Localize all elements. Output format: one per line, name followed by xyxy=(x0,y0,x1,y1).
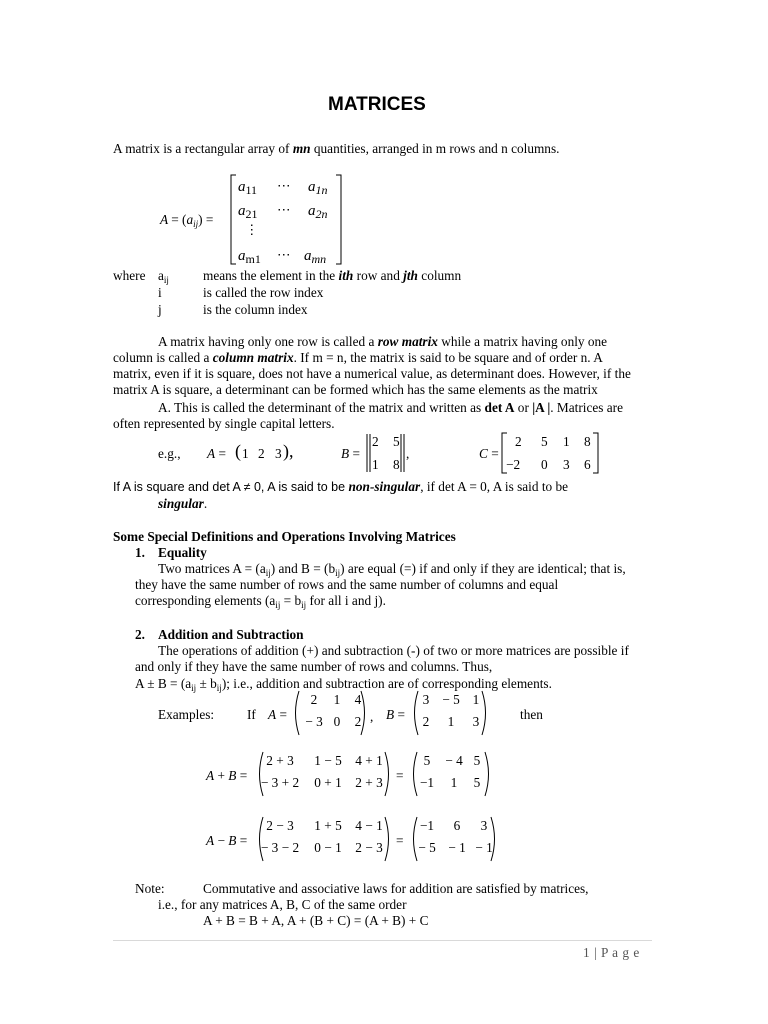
addition-title: Addition and Subtraction xyxy=(158,627,304,642)
eg-matrix-C-r1c3: 1 xyxy=(563,434,570,449)
general-matrix-vdots: ⋮ xyxy=(245,222,259,237)
page-title: MATRICES xyxy=(328,94,426,115)
para2-line4: matrix A is square, a determinant can be formed which has the same elements as the matrix xyxy=(113,382,598,397)
where-i-desc: is called the row index xyxy=(203,285,324,300)
diff-expr-matrix-r2c2: 0 − 1 xyxy=(314,840,342,855)
ex2-matrix-A-label: A = xyxy=(268,707,287,722)
eg-matrix-A-label: A = xyxy=(207,446,226,461)
diff-result-matrix-r1c1: −1 xyxy=(419,818,435,833)
eg-matrix-C-label: C = xyxy=(479,446,499,461)
diff-expr-matrix-r2c1: − 3 − 2 xyxy=(260,840,300,855)
note-line3: A + B = B + A, A + (B + C) = (A + B) + C xyxy=(203,913,429,928)
note-label: Note: xyxy=(135,881,165,896)
page-number: 1 | P a g e xyxy=(583,945,640,960)
ex2-matrix-B-r1c3: 1 xyxy=(472,692,480,707)
general-matrix-lhs: $A = (a_{ij})$ = xyxy=(160,212,214,229)
equality-line1: Two matrices $A = (a_{ij})$ and $B = (b_{ij})$ are equal (=) if and only if they are identical; that is, xyxy=(158,561,626,578)
sum-expr-matrix-right-paren xyxy=(385,752,389,796)
eg-matrix-C-r2c2: 0 xyxy=(541,457,548,472)
eg-matrix-B-r1c2: 5 xyxy=(393,434,400,449)
general-matrix-r2c1: $a_{21}$ xyxy=(238,203,258,221)
diff-result-matrix-r1c2: 6 xyxy=(453,818,461,833)
general-matrix-r1c1: $a_{11}$ xyxy=(238,179,258,197)
diff-expr-matrix-r1c3: 4 − 1 xyxy=(355,818,383,833)
diff-expr-matrix-r2c3: 2 − 3 xyxy=(355,840,383,855)
eg-label: e.g., xyxy=(158,446,181,461)
where-label: where xyxy=(113,268,146,283)
addition-line2: and only if they have the same number of rows and columns. Thus, xyxy=(135,659,493,674)
eg-matrix-C-r1c1: 2 xyxy=(515,434,522,449)
sum-equals: = xyxy=(396,768,404,783)
equality-number: 1. xyxy=(135,545,145,560)
eg-matrix-C-r2c3: 3 xyxy=(563,457,570,472)
note-line1: Commutative and associative laws for addition are satisfied by matrices, xyxy=(203,881,589,896)
where-aij: $a_{ij}$ xyxy=(158,268,169,285)
general-matrix-r1-dots: ⋯ xyxy=(277,178,291,193)
equality-line3: corresponding elements ($a_{ij} = b_{ij}$ for all i and j). xyxy=(135,593,386,610)
singular-line2: singular. xyxy=(158,496,208,511)
diff-result-matrix-r1c3: 3 xyxy=(480,818,488,833)
eg-matrix-A-c3: 3 xyxy=(275,446,282,461)
sum-result-matrix-r1c2: − 4 xyxy=(445,753,463,768)
sum-expr-matrix-r2c1: − 3 + 2 xyxy=(260,775,300,790)
where-aij-desc: means the element in the ith row and jth column xyxy=(203,268,462,283)
ex2-matrix-A-r1c1: 2 xyxy=(310,692,318,707)
where-j: j xyxy=(158,302,162,317)
eg-matrix-B-r2c2: 8 xyxy=(393,457,400,472)
eg-matrix-C-r2c1: −2 xyxy=(506,457,521,472)
singular-line1: If A is square and det A ≠ 0, A is said to be non-singular, if det A = 0, A is said to be xyxy=(113,479,569,494)
sum-expr-matrix-r1c2: 1 − 5 xyxy=(314,753,342,768)
sum-result-matrix-r2c1: −1 xyxy=(419,775,435,790)
sum-result-matrix-r2c2: 1 xyxy=(450,775,458,790)
ex2-matrix-A-left-paren xyxy=(296,691,300,735)
diff-result-matrix-r2c3: − 1 xyxy=(475,840,493,855)
para2-line2: column is called a column matrix. If m = n, the matrix is said to be square and of order n. A xyxy=(113,350,603,365)
section-heading: Some Special Definitions and Operations Involving Matrices xyxy=(113,529,456,544)
ex2-matrix-A-r2c3: 2 xyxy=(354,714,362,729)
addition-line1: The operations of addition (+) and subtraction (-) of two or more matrices are possible if xyxy=(158,643,629,658)
eg-matrix-A-c2: 2 xyxy=(258,446,265,461)
diff-expr-matrix-right-paren xyxy=(385,817,389,861)
where-i: i xyxy=(158,285,162,300)
general-matrix-r4cn: $a_{mn}$ xyxy=(304,248,327,266)
sum-lhs: A + B = xyxy=(206,768,248,783)
ex2-matrix-B-r2c1: 2 xyxy=(422,714,430,729)
para2-line3: matrix, even if it is square, does not have a numerical value, as determinant does. However, if the xyxy=(113,366,631,381)
examples2-if: If xyxy=(247,707,256,722)
eg-matrix-B-comma: , xyxy=(406,446,410,461)
general-matrix-r2-dots: ⋯ xyxy=(277,202,291,217)
diff-lhs: A − B = xyxy=(206,833,248,848)
footer-divider xyxy=(113,940,652,941)
diff-result-matrix-r2c2: − 1 xyxy=(448,840,466,855)
equality-line2: they have the same number of rows and the same number of columns and equal xyxy=(135,577,559,592)
para2-line1: A matrix having only one row is called a row matrix while a matrix having only one xyxy=(158,334,608,349)
ex2-matrix-B-r1c2: − 5 xyxy=(442,692,460,707)
eg-matrix-C-r1c2: 5 xyxy=(541,434,548,449)
general-matrix-r2cn: $a_{2n}$ xyxy=(308,203,328,221)
equality-title: Equality xyxy=(158,545,207,560)
sum-result-matrix-left-paren xyxy=(414,752,418,796)
addition-number: 2. xyxy=(135,627,145,642)
eg-matrix-B-label: B = xyxy=(341,446,360,461)
addition-line3: $A \pm B = (a_{ij} \pm b_{ij})$; i.e., addition and subtraction are of corresponding elements. xyxy=(135,676,552,693)
sum-expr-matrix-r2c3: 2 + 3 xyxy=(355,775,383,790)
eg-matrix-C-r2c4: 6 xyxy=(584,457,591,472)
ex2-matrix-B-r2c3: 3 xyxy=(472,714,480,729)
eg-matrix-A-close: ), xyxy=(283,441,294,461)
ex2-matrix-A-r2c1: − 3 xyxy=(305,714,323,729)
where-j-desc: is the column index xyxy=(203,302,308,317)
eg-matrix-A-c1: 1 xyxy=(242,446,249,461)
intro-paragraph: A matrix is a rectangular array of mn quantities, arranged in m rows and n columns. xyxy=(113,141,560,156)
ex2-matrix-B-r2c2: 1 xyxy=(447,714,455,729)
sum-result-matrix-right-paren xyxy=(485,752,489,796)
ex2-matrix-A-r1c3: 4 xyxy=(354,692,362,707)
ex2-comma: , xyxy=(370,709,374,724)
ex2-matrix-A-r2c2: 0 xyxy=(333,714,341,729)
ex2-matrix-B-label: B = xyxy=(386,707,405,722)
sum-result-matrix-r1c1: 5 xyxy=(423,753,431,768)
eg-matrix-C-r1c4: 8 xyxy=(584,434,591,449)
diff-equals: = xyxy=(396,833,404,848)
diff-result-matrix-left-paren xyxy=(414,817,418,861)
sum-result-matrix-r1c3: 5 xyxy=(473,753,481,768)
para2-line6: often represented by single capital letters. xyxy=(113,416,335,431)
sum-result-matrix-r2c3: 5 xyxy=(473,775,481,790)
ex2-matrix-A-r1c2: 1 xyxy=(333,692,341,707)
eg-matrix-B-r2c1: 1 xyxy=(372,457,379,472)
sum-expr-matrix-r1c1: 2 + 3 xyxy=(266,753,294,768)
diff-expr-matrix-r1c2: 1 + 5 xyxy=(314,818,342,833)
sum-expr-matrix-r1c3: 4 + 1 xyxy=(355,753,383,768)
examples2-label: Examples: xyxy=(158,707,215,722)
sum-expr-matrix-r2c2: 0 + 1 xyxy=(314,775,342,790)
examples2-then: then xyxy=(520,707,543,722)
para2-line5: A. This is called the determinant of the matrix and written as det A or |A |. Matrices are xyxy=(158,400,623,415)
general-matrix-r4c1: $a_{m1}$ xyxy=(238,248,261,266)
eg-matrix-A-open: ( xyxy=(235,441,241,461)
ex2-matrix-B-left-paren xyxy=(415,691,419,735)
eg-matrix-B-r1c1: 2 xyxy=(372,434,379,449)
ex2-matrix-B-right-paren xyxy=(482,691,486,735)
diff-result-matrix-r2c1: − 5 xyxy=(418,840,436,855)
general-matrix-r1cn: $a_{1n}$ xyxy=(308,179,328,197)
general-matrix-r4-dots: ⋯ xyxy=(277,247,291,262)
diff-expr-matrix-r1c1: 2 − 3 xyxy=(266,818,294,833)
ex2-matrix-B-r1c1: 3 xyxy=(422,692,430,707)
note-line2: i.e., for any matrices A, B, C of the same order xyxy=(158,897,407,912)
